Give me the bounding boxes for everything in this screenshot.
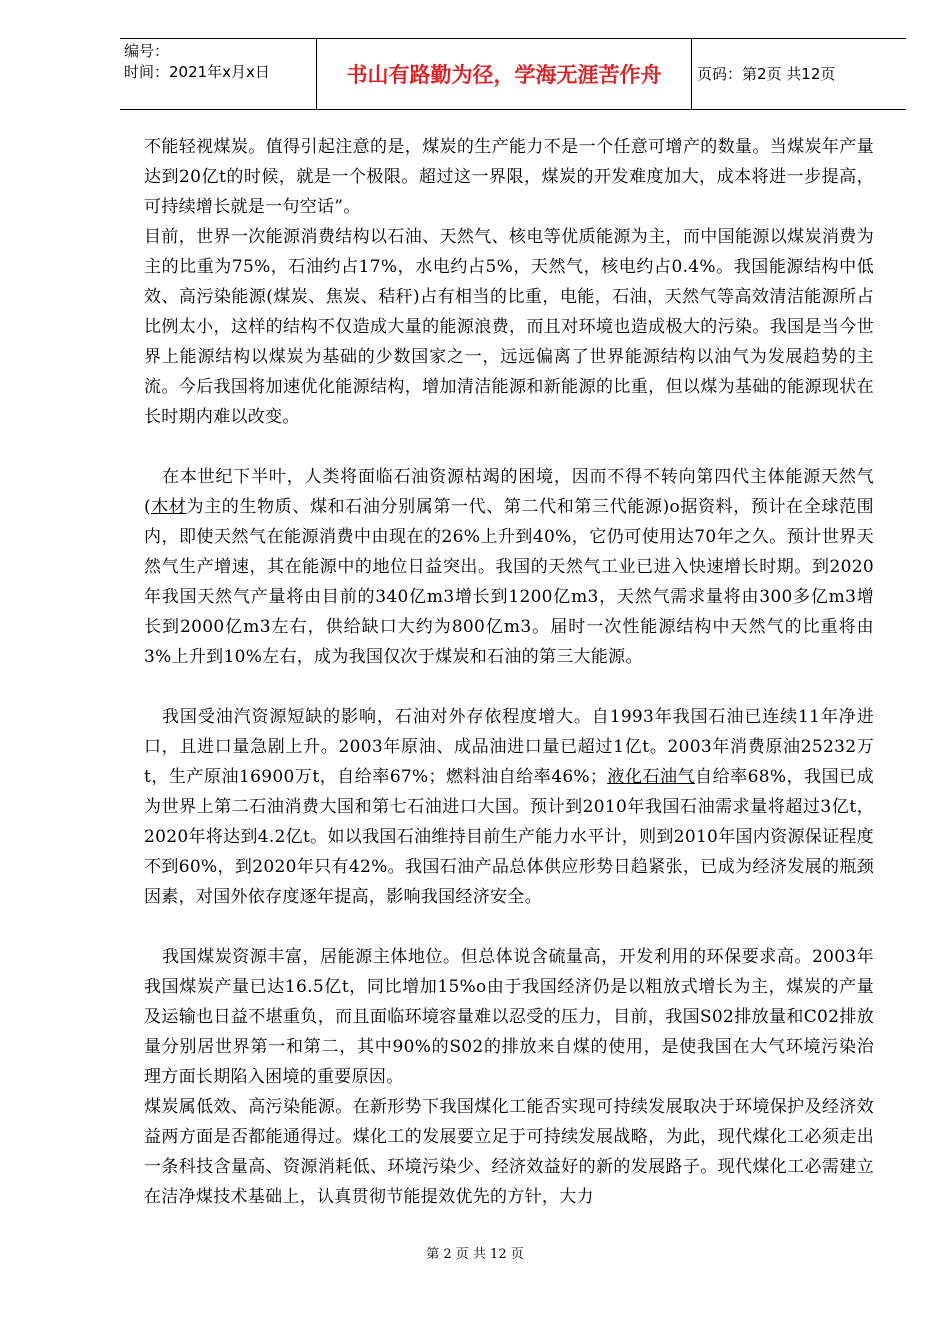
header-motto-cell [316, 39, 692, 109]
wood-link[interactable]: 木材 [150, 497, 187, 517]
paragraph-spacer [144, 912, 874, 942]
paragraph-coal-resources: 我国煤炭资源丰富，居能源主体地位。但总体说含硫量高，开发利用的环保要求高。2003年我国煤炭产量已达16.5亿t，同比增加15%o由于我国经济仍是以粗放式增长为主，煤炭的产量及运输也日益不堪重负，而且面临环境容量难以忍受的压力，目前，我国S02排放量和C02排放量分别居世界第一和第二，其中90%的S02的排放来自煤的使用，是使我国在大气环境污染治理方面长期陷入困境的重要原因。 [144, 947, 874, 1087]
paragraph-coal-capacity: 不能轻视煤炭。值得引起注意的是，煤炭的生产能力不是一个任意可增产的数量。当煤炭年产量达到20亿t的时候，就是一个极限。超过这一界限，煤炭的开发难度加大，成本将进一步提高，可持续增长就是一句空话”。 [144, 137, 874, 217]
document-number-label: 编号： [124, 42, 170, 60]
page-header [120, 38, 906, 110]
header-motto: 书山有路勤为径，学海无涯苦作舟 [346, 63, 662, 87]
header-page-cell [691, 39, 906, 109]
paragraph-energy-structure: 目前，世界一次能源消费结构以石油、天然气、核电等优质能源为主，而中国能源以煤炭消费为主的比重为75%，石油约占17%，水电约占5%，天然气，核电约占0.4%。我国能源结构中低效、高污染能源(煤炭、焦炭、秸秆)占有相当的比重，电能，石油，天然气等高效清洁能源所占比例太小，这样的结构不仅造成大量的能源浪费，而且对环境也造成极大的污染。我国是当今世界上能源结构以煤炭为基础的少数国家之一，远远偏离了世界能源结构以油气为发展趋势的主流。今后我国将加速优化能源结构，增加清洁能源和新能源的比重，但以煤为基础的能源现状在长时期内难以改变。 [144, 227, 874, 427]
paragraph-spacer [144, 672, 874, 702]
paragraph-coal-chemical: 煤炭属低效、高污染能源。在新形势下我国煤化工能否实现可持续发展取决于环境保护及经济效益两方面是否都能通得过。煤化工的发展要立足于可持续发展战略，为此，现代煤化工必须走出一条科技含量高、资源消耗低、环境污染少、经济效益好的新的发展路子。现代煤化工必需建立在洁净煤技术基础上，认真贯彻节能提效优先的方针，大力 [144, 1097, 874, 1207]
paragraph-oil-imports [144, 702, 874, 912]
paragraph-text: 为主的生物质、煤和石油分别属第一代、第二代和第三代能源)o据资料，预计在全球范围内，即使天然气在能源消费中由现在的26%上升到40%，它仍可使用达70年之久。预计世界天然气生产增速，其在能源中的地位日益突出。我国的天然气工业已进入快速增长时期。到2020年我国天然气产量将由目前的340亿m3增长到1200亿m3，天然气需求量将由300多亿m3增长到2000亿m3左右，供给缺口大约为800亿m3。届时一次性能源结构中天然气的比重将由3%上升到10%左右，成为我国仅次于煤炭和石油的第三大能源。 [144, 497, 874, 667]
paragraph-spacer [144, 432, 874, 462]
paragraph-text: 我国受油汽资源短缺的影响，石油对外存依程度增大。自1993年我国石油已连续11年净进口，且进口量急剧上升。2003年原油、成品油进口量已超过1亿t。2003年消费原油25232万t，生产原油16900万t，自给率67%；燃料油自给率46%； [144, 707, 874, 787]
paragraph-text: 在本世纪下半叶，人类将面临石油资源枯竭的困境，因而不得不转向第四代主体能源天然气( [144, 467, 874, 517]
header-page-info: 页码：第2页 共12页 [697, 65, 836, 83]
paragraph-text: 自给率68%，我国已成为世界上第二石油消费大国和第七石油进口大国。预计到2010年我国石油需求量将超过3亿t，2020年将达到4.2亿t。如以我国石油维持目前生产能力水平计，则到2010年国内资源保证程度不到60%，到2020年只有42%。我国石油产品总体供应形势日趋紧张，已成为经济发展的瓶颈因素，对国外依存度逐年提高，影响我国经济安全。 [144, 767, 874, 907]
page-footer: 第 2 页 共 12 页 [426, 1247, 524, 1262]
paragraph-natural-gas [144, 462, 874, 672]
document-body [144, 132, 874, 1212]
lpg-link[interactable]: 液化石油气 [607, 767, 696, 787]
header-meta-cell [120, 39, 316, 109]
document-time-label: 时间：2021年x月x日 [124, 63, 270, 81]
